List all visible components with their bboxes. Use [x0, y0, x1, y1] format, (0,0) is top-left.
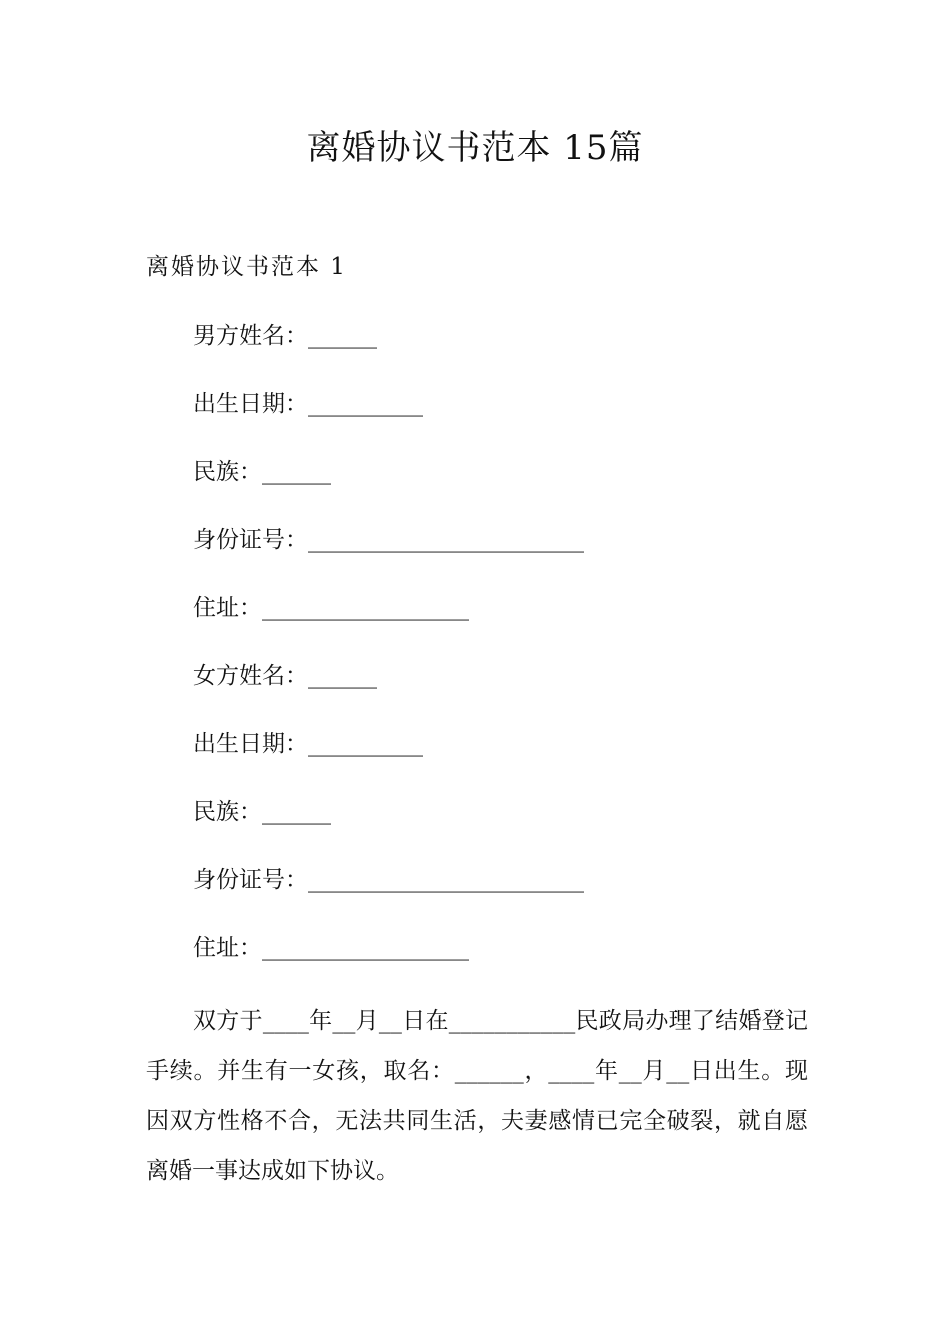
- field-blank: __________________: [262, 935, 469, 961]
- field-label: 身份证号：: [193, 527, 308, 553]
- field-label: 男方姓名：: [193, 323, 308, 349]
- field-label: 出生日期：: [193, 391, 308, 417]
- field-female-id-number: [193, 865, 584, 895]
- field-female-birthdate: [193, 729, 423, 759]
- field-label: 身份证号：: [193, 867, 308, 893]
- field-male-ethnicity: [193, 457, 331, 487]
- field-label: 住址：: [193, 595, 262, 621]
- field-label: 民族：: [193, 799, 262, 825]
- field-label: 住址：: [193, 935, 262, 961]
- field-blank: __________: [308, 731, 423, 757]
- field-blank: ________________________: [308, 867, 584, 893]
- field-female-name: [193, 661, 377, 691]
- document-title: 离婚协议书范本 15篇: [306, 128, 644, 168]
- field-blank: __________: [308, 391, 423, 417]
- field-label: 出生日期：: [193, 731, 308, 757]
- field-blank: ______: [262, 459, 331, 485]
- agreement-paragraph: 双方于____年__月__日在___________民政局办理了结婚登记手续。并生有一女孩，取名：______，____年__月__日出生。现因双方性格不合，无法共同生活，夫妻感情已完全破裂，就自愿离婚一事达成如下协议。: [146, 1008, 808, 1184]
- field-female-ethnicity: [193, 797, 331, 827]
- field-blank: ______: [308, 323, 377, 349]
- field-male-id-number: [193, 525, 584, 555]
- field-male-address: [193, 593, 469, 623]
- field-label: 民族：: [193, 459, 262, 485]
- field-blank: ______: [262, 799, 331, 825]
- field-female-address: [193, 933, 469, 963]
- field-male-name: [193, 321, 377, 351]
- field-blank: __________________: [262, 595, 469, 621]
- field-label: 女方姓名：: [193, 663, 308, 689]
- section-heading: 离婚协议书范本 1: [146, 254, 347, 280]
- field-male-birthdate: [193, 389, 423, 419]
- field-blank: ________________________: [308, 527, 584, 553]
- field-blank: ______: [308, 663, 377, 689]
